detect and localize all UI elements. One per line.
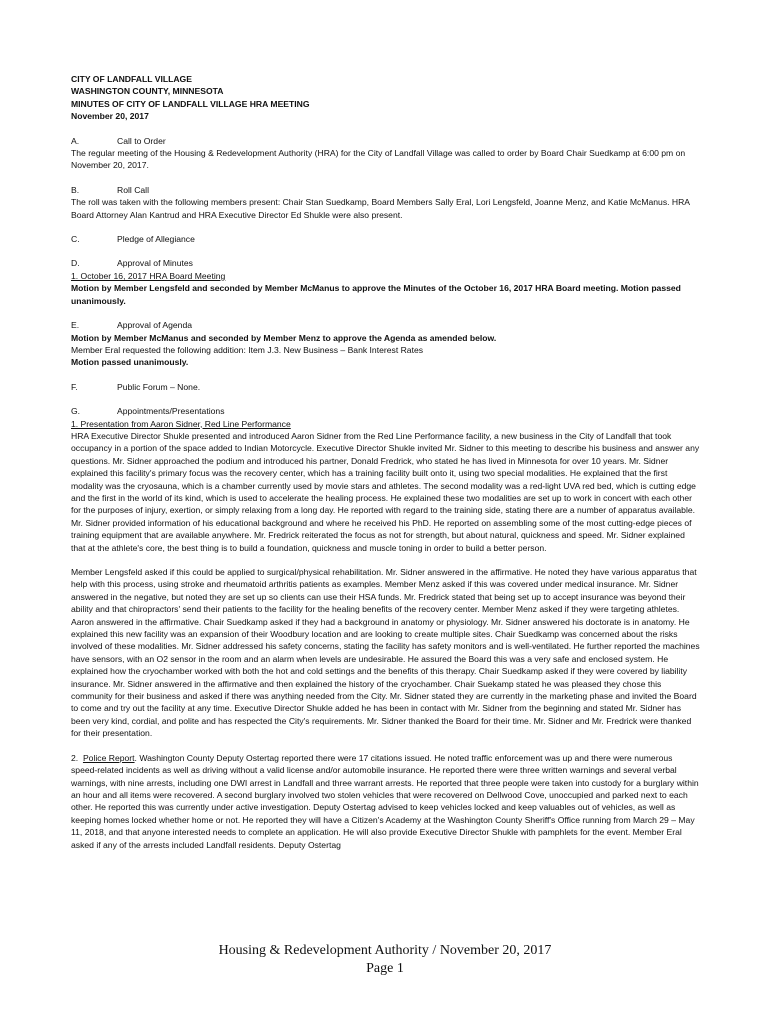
section-b-body: The roll was taken with the following members present: Chair Stan Suedkamp, Board Members Sally Eral, Lori Lengsfeld, Joanne Menz, and Katie McManus. HRA Board Attorney Alan Kantrud and HRA Executive Director Ed Shukle were also present. bbox=[71, 197, 690, 220]
item2-number: 2. bbox=[71, 752, 79, 763]
footer-page-number: Page 1 bbox=[366, 961, 404, 976]
header-county: WASHINGTON COUNTY, MINNESOTA bbox=[71, 86, 224, 97]
section-d-heading bbox=[71, 257, 701, 269]
section-title: Pledge of Allegiance bbox=[117, 234, 195, 245]
section-a-heading bbox=[71, 135, 701, 147]
item2-body: . Washington County Deputy Ostertag reported there were 17 citations issued. He noted traffic enforcement was up and there were numerous speed-related incidents as well as driving without a valid license and/or automobile insurance. He reported there were three written warnings and several verbal warnings, with nine arrests, including one DWI arrest in Landfall and three warrant arrests. He reported that three people were taken into custody for a burglary within an hour and all items were recovered. A second burglary involved two stolen vehicles that were recovered on Dellwood Cove, unoccupied and parked next to each other. He reported this was currently under active investigation. Deputy Ostertag advised to keep vehicles locked and keep valuables out of vehicles, as well as keeping homes locked whether home or not. He reported they will have a Citizen's Academy at the Washington County Sheriff's Office running from March 29 – May 11, 2018, and that anyone interested needs to complete an application. He will also provide Executive Director Shukle with pamphlets for the event. Member Eral asked if any of the arrests included Landfall residents. Deputy Ostertag bbox=[71, 752, 699, 850]
section-title: Public Forum – None. bbox=[117, 381, 201, 392]
section-title: Approval of Agenda bbox=[117, 320, 193, 331]
section-e-result: Motion passed unanimously. bbox=[71, 357, 189, 368]
section-g-heading bbox=[71, 405, 701, 417]
section-g-item1-paragraph1: HRA Executive Director Shukle presented and introduced Aaron Sidner from the Red Line Performance facility, a new business in the City of Landfall that took occupancy in a portion of the space added to Indian Motorcycle. Executive Director Shukle invited Mr. Sidner to this meeting to describe his business and answer any questions. Mr. Sidner approached the podium and introduced his partner, Donald Fredrick, who stated he has lived in Minnesota for over 10 years. Mr. Sidner explained this facility's primary focus was the recovery center, which has a training facility built onto it, using two special modalities. He explained that the first modality was the cryosauna, which is a chamber currently used by movie stars and athletes. The second modality was a red-light UVA red bed, which is cutting edge and the first in the world of its kind, which is used to accelerate the healing process. He explained these two modalities are set up to work in concert with each other for the purposes of injury, exertion, or simply relaxing from a long day. He reported with regard to the training side, stating there are a number of apparatus available. Mr. Sidner provided information of his educational background and where he received his PhD. He reported on assembling some of the most cutting-edge pieces of training equipment that are available anywhere. Mr. Fredrick reiterated the focus as not for strength, but about natural, quickness and speed. Mr. Sidner explained that at the athlete's core, the best thing is to build a foundation, quickness and muscle toning in order to build a better person. bbox=[71, 430, 700, 553]
section-d-motion: Motion by Member Lengsfeld and seconded by Member McManus to approve the Minutes of the October 16, 2017 HRA Board meeting. Motion passed unanimously. bbox=[71, 283, 681, 306]
section-letter: F. bbox=[71, 381, 78, 392]
section-letter: A. bbox=[71, 135, 80, 146]
section-c-heading bbox=[71, 233, 701, 245]
section-e-motion: Motion by Member McManus and seconded by Member Menz to approve the Agenda as amended below. bbox=[71, 332, 497, 343]
section-letter: E. bbox=[71, 320, 80, 331]
page-footer bbox=[0, 942, 770, 978]
section-title: Appointments/Presentations bbox=[117, 406, 225, 417]
section-g-item1-paragraph2: Member Lengsfeld asked if this could be applied to surgical/physical rehabilitation. Mr. Sidner answered in the affirmative. He noted they have various apparatus that help with this process, using stroke and rheumatoid arthritis patients as examples. Member Menz asked if this was covered under medical insurance. Mr. Sidner answered in the negative, but noted they are set up so clients can use their HSA funds. Mr. Fredrick stated that being set up to accept insurance was beyond their ability and that chiropractors' send their patients to the facility for the healing benefits of the recovery center. Member Menz asked if they were targeting athletes. Aaron answered in the affirmative. Chair Suedkamp asked if they had a background in anatomy or physiology. Mr. Sidner answered his doctorate is in anatomy. He explained this new facility was an expansion of their Woodbury location and are looking to create multiple sites. Chair Suedkamp was concerned about the risks involved of these modalities. Mr. Sidner addressed his safety concerns, stating the facility has safety monitors and is well-ventilated. He further reported the machines have sensors, with an O2 sensor in the room and an alarm when levels are undesirable. He assured the Board this was a very safe and enclosed system. He explained how the cryochamber worked with both the hot and cold settings and the benefits of this therapy. Chair Suedkamp asked if they were covered by liability insurance. Mr. Sidner answered in the affirmative and then explained the history of the cryochamber. Chair Suekamp stated he was pleased they chose this community for their business and asked if there was anything needed from the City. Mr. Sidner stated they are currently in the marketing phase and invited the Board to come and try out the facility at any time. Executive Director Shukle added he has been in contact with Mr. Sidner from the beginning and stated Mr. Sidner has been very kind, cordial, and polite and has respected the City's requirements. Mr. Sidner thanked the Board for their time. Mr. Sidner and Mr. Fredrick were thanked for their presentation. bbox=[71, 567, 700, 739]
section-f-heading bbox=[71, 381, 701, 393]
section-g-item1-title: 1. Presentation from Aaron Sidner, Red Line Performance bbox=[71, 418, 291, 429]
section-b-heading bbox=[71, 184, 701, 196]
section-title: Approval of Minutes bbox=[117, 258, 193, 269]
section-a-body: The regular meeting of the Housing & Redevelopment Authority (HRA) for the City of Landfall Village was called to order by Board Chair Suedkamp at 6:00 pm on November 20, 2017. bbox=[71, 148, 686, 171]
header-city: CITY OF LANDFALL VILLAGE bbox=[71, 74, 192, 84]
section-title: Call to Order bbox=[117, 135, 166, 146]
item2-title: Police Report bbox=[82, 752, 135, 763]
header-date: November 20, 2017 bbox=[71, 111, 149, 122]
section-title: Roll Call bbox=[117, 184, 149, 195]
document-body bbox=[71, 73, 701, 851]
section-letter: D. bbox=[71, 258, 80, 269]
section-letter: B. bbox=[71, 184, 80, 195]
section-g-item2-paragraph bbox=[71, 752, 701, 851]
section-d-item: 1. October 16, 2017 HRA Board Meeting bbox=[71, 270, 226, 281]
footer-title: Housing & Redevelopment Authority / November 20, 2017 bbox=[218, 943, 552, 958]
header-title: MINUTES OF CITY OF LANDFALL VILLAGE HRA MEETING bbox=[71, 98, 310, 109]
section-e-addition: Member Eral requested the following addition: Item J.3. New Business – Bank Interest Rates bbox=[71, 344, 424, 355]
section-letter: C. bbox=[71, 234, 80, 245]
section-letter: G. bbox=[71, 406, 81, 417]
section-e-heading bbox=[71, 319, 701, 331]
